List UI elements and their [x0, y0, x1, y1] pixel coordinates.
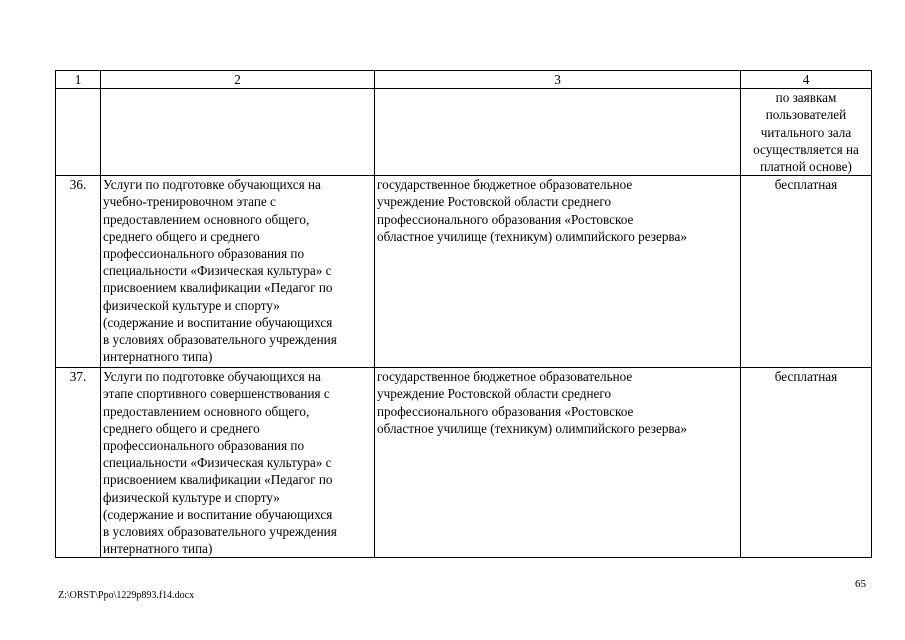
column-header-1: 1: [56, 71, 101, 89]
header-row: [56, 71, 872, 89]
table-row: [56, 176, 872, 368]
service-description: Услуги по подготовке обучающихся на учебно-тренировочном этапе с предоставлением основного общего, среднего общего и среднего профессионального образования по специальности «Физическая культура» с присвоением квалификации «Педагог по физической культуре и спорту» (содержание и воспитание обучающихся в условиях образовательного учреждения интернатного типа): [101, 176, 375, 368]
row-number: 36.: [56, 176, 101, 368]
table-row: [56, 368, 872, 558]
empty-cell: [101, 89, 375, 176]
column-header-3: 3: [375, 71, 741, 89]
institution-name: государственное бюджетное образовательное учреждение Ростовской области среднего профессионального образования «Ростовское областное училище (техникум) олимпийского резерва»: [375, 368, 741, 558]
page-number: 65: [855, 578, 866, 590]
service-basis: бесплатная: [741, 368, 872, 558]
row-number: 37.: [56, 368, 101, 558]
service-basis: бесплатная: [741, 176, 872, 368]
institution-name: государственное бюджетное образовательное учреждение Ростовской области среднего профессионального образования «Ростовское областное училище (техникум) олимпийского резерва»: [375, 176, 741, 368]
empty-cell: [56, 89, 101, 176]
continuation-basis-cell: по заявкам пользователей читального зала осуществляется на платной основе): [741, 89, 872, 176]
column-header-4: 4: [741, 71, 872, 89]
service-description: Услуги по подготовке обучающихся на этапе спортивного совершенствования с предоставлением основного общего, среднего общего и среднего профессионального образования по специальности «Физическая культура» с присвоением квалификации «Педагог по физической культуре и спорту» (содержание и воспитание обучающихся в условиях образовательного учреждения интернатного типа): [101, 368, 375, 558]
empty-cell: [375, 89, 741, 176]
column-header-2: 2: [101, 71, 375, 89]
services-table: [55, 70, 872, 558]
footer-file-path: Z:\ORST\Ppo\1229p893.f14.docx: [58, 590, 195, 601]
continuation-row: [56, 89, 872, 176]
